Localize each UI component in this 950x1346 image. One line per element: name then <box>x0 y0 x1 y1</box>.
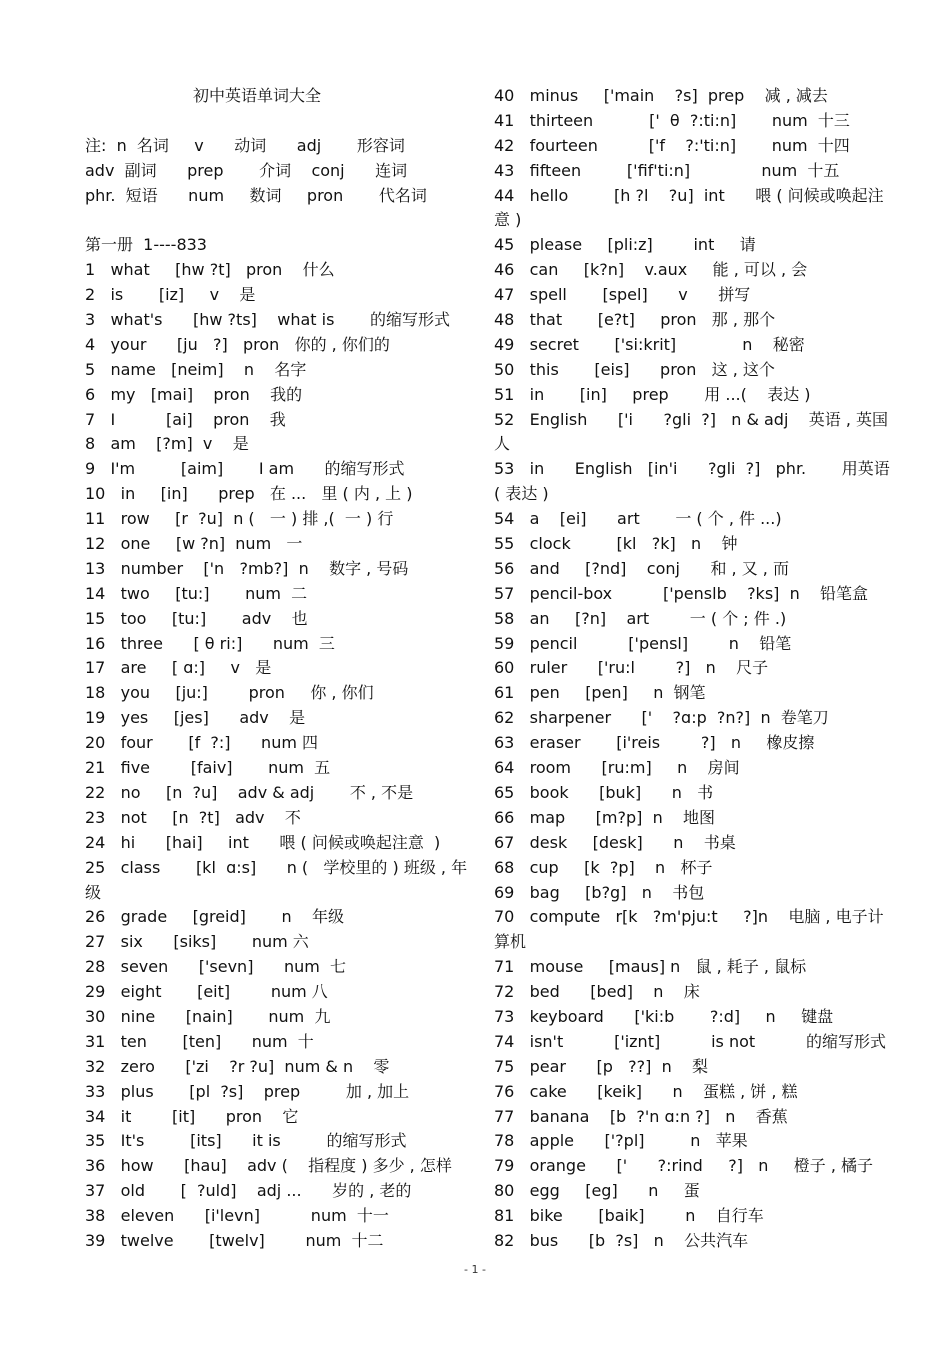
vocab-entry-line: 4 your [ju ?] pron 你的 , 你们的 <box>85 334 390 354</box>
vocab-entry-line: 3 what's [hw ?ts] what is 的缩写形式 <box>85 310 451 330</box>
legend-line: adv 副词 prep 介词 conj 连词 <box>85 160 408 180</box>
vocab-entry-line: 17 are [ ɑ:] v 是 <box>85 658 272 678</box>
vocab-entry-line: 55 clock [kl ?k] n 钟 <box>494 534 738 554</box>
vocab-entry-line: 5 name [neim] n 名字 <box>85 359 307 379</box>
vocab-entry-line: 15 too [tu:] adv 也 <box>85 608 308 628</box>
document-title: 初中英语单词大全 <box>193 86 322 105</box>
vocab-entry-line: 38 eleven [i'levn] num 十一 <box>85 1206 389 1226</box>
vocab-entry-line: 11 row [r ?u] n ( 一 ) 排 ,( 一 ) 行 <box>85 509 394 529</box>
vocab-entry-line: 63 eraser [i'reis ?] n 橡皮擦 <box>494 733 815 753</box>
vocab-entry-line: 54 a [ei] art 一 ( 个 , 件 ...) <box>494 509 782 529</box>
vocab-entry-line: 45 please [pli:z] int 请 <box>494 235 756 255</box>
vocab-entry-line: 27 six [siks] num 六 <box>85 932 309 952</box>
vocab-entry-line: 10 in [in] prep 在 ... 里 ( 内 , 上 ) <box>85 484 413 504</box>
vocab-entry-line: 65 book [buk] n 书 <box>494 782 714 802</box>
vocab-entry-line: 79 orange [' ?:rind ?] n 橙子 , 橘子 <box>494 1156 874 1176</box>
page-number: - 1 - <box>464 1263 486 1276</box>
vocab-entry-line: 53 in English [in'i ?gli ?] phr. 用英语 <box>494 459 890 479</box>
vocab-entry-line: 40 minus ['main ?s] prep 减 , 减去 <box>494 86 828 105</box>
vocab-entry-line: 1 what [hw ?t] pron 什么 <box>85 260 335 280</box>
vocab-entry-line: 人 <box>494 434 511 454</box>
vocab-entry-line: 34 it [it] pron 它 <box>85 1106 299 1126</box>
vocab-entry-line: 70 compute r[k ?m'pju:t ?]n 电脑 , 电子计 <box>494 907 884 927</box>
left-vocabulary-list <box>85 258 468 1254</box>
vocab-entry-line: 44 hello [h ?l ?u] int 喂 ( 问候或唤起注 <box>494 185 884 205</box>
vocab-entry-line: 20 four [f ?:] num 四 <box>85 733 319 753</box>
vocab-entry-line: 80 egg [eg] n 蛋 <box>494 1181 700 1201</box>
vocab-entry-line: 33 plus [pl ?s] prep 加 , 加上 <box>85 1081 410 1101</box>
vocab-entry-line: 36 how [hau] adv ( 指程度 ) 多少 , 怎样 <box>85 1156 452 1176</box>
vocab-entry-line: 32 zero ['zi ?r ?u] num & n 零 <box>85 1056 390 1076</box>
vocab-entry-line: 62 sharpener [' ?ɑ:p ?n?] n 卷笔刀 <box>494 708 829 728</box>
vocab-entry-line: 68 cup [k ?p] n 杯子 <box>494 857 713 877</box>
vocab-entry-line: 39 twelve [twelv] num 十二 <box>85 1230 384 1250</box>
vocab-entry-line: 意 ) <box>494 210 522 230</box>
vocab-entry-line: 16 three [ θ ri:] num 三 <box>85 633 335 653</box>
vocab-entry-line: 26 grade [greid] n 年级 <box>85 907 344 927</box>
vocab-entry-line: 23 not [n ?t] adv 不 <box>85 807 301 827</box>
vocab-entry-line: 46 can [k?n] v.aux 能 , 可以 , 会 <box>494 260 808 280</box>
vocab-entry-line: 18 you [ju:] pron 你 , 你们 <box>85 683 374 703</box>
vocab-entry-line: 算机 <box>494 932 527 952</box>
vocab-entry-line: 49 secret ['si:krit] n 秘密 <box>494 334 805 354</box>
vocab-entry-line: 30 nine [nain] num 九 <box>85 1006 331 1026</box>
vocab-entry-line: 75 pear [p ??] n 梨 <box>494 1056 709 1076</box>
vocab-entry-line: 24 hi [hai] int 喂 ( 问候或唤起注意 ) <box>85 832 441 852</box>
vocab-entry-line: 22 no [n ?u] adv & adj 不 , 不是 <box>85 782 414 802</box>
vocab-entry-line: 48 that [e?t] pron 那 , 那个 <box>494 310 776 330</box>
vocab-entry-line: 19 yes [jes] adv 是 <box>85 708 306 728</box>
vocab-entry-line: ( 表达 ) <box>494 484 549 504</box>
vocab-entry-line: 73 keyboard ['ki:b ?:d] n 键盘 <box>494 1006 834 1026</box>
vocab-entry-line: 71 mouse [maus] n 鼠 , 耗子 , 鼠标 <box>494 957 807 977</box>
vocab-entry-line: 31 ten [ten] num 十 <box>85 1031 314 1051</box>
vocab-entry-line: 67 desk [desk] n 书桌 <box>494 832 736 852</box>
vocab-entry-line: 37 old [ ?uld] adj ... 岁的 , 老的 <box>85 1181 412 1201</box>
vocab-entry-line: 级 <box>85 882 102 902</box>
vocab-entry-line: 61 pen [pen] n 钢笔 <box>494 683 706 703</box>
blank-line <box>85 208 465 233</box>
vocab-entry-line: 81 bike [baik] n 自行车 <box>494 1206 764 1226</box>
vocab-entry-line: 14 two [tu:] num 二 <box>85 583 308 603</box>
vocab-entry-line: 59 pencil ['pensl] n 铅笔 <box>494 633 792 653</box>
left-column <box>85 84 468 1254</box>
vocab-entry-line: 69 bag [b?g] n 书包 <box>494 882 705 902</box>
vocab-entry-line: 66 map [m?p] n 地图 <box>494 807 716 827</box>
vocab-entry-line: 9 I'm [aim] I am 的缩写形式 <box>85 459 405 479</box>
vocab-entry-line: 7 I [ai] pron 我 <box>85 409 286 429</box>
right-vocabulary-list <box>494 84 890 1254</box>
legend-line: 注: n 名词 v 动词 adj 形容词 <box>85 135 405 155</box>
vocab-entry-line: 52 English ['i ?gli ?] n & adj 英语 , 英国 <box>494 409 889 429</box>
vocab-entry-line: 60 ruler ['ru:l ?] n 尺子 <box>494 658 769 678</box>
vocab-entry-line: 6 my [mai] pron 我的 <box>85 384 303 404</box>
vocab-entry-line: 74 isn't ['iznt] is not 的缩写形式 <box>494 1031 887 1051</box>
legend-line: phr. 短语 num 数词 pron 代名词 <box>85 185 427 205</box>
vocab-entry-line: 28 seven ['sevn] num 七 <box>85 957 346 977</box>
vocab-entry-line: 78 apple ['?pl] n 苹果 <box>494 1131 748 1151</box>
vocab-entry-line: 29 eight [eit] num 八 <box>85 982 328 1002</box>
vocab-entry-line: 25 class [kl ɑ:s] n ( 学校里的 ) 班级 , 年 <box>85 857 468 877</box>
section-heading: 第一册 1----833 <box>85 235 207 255</box>
vocab-entry-line: 56 and [?nd] conj 和 , 又 , 而 <box>494 558 789 578</box>
vocab-entry-line: 51 in [in] prep 用 ...( 表达 ) <box>494 384 811 404</box>
vocab-entry-line: 57 pencil-box ['penslb ?ks] n 铅笔盒 <box>494 583 869 603</box>
vocab-entry-line: 72 bed [bed] n 床 <box>494 982 700 1002</box>
blank-line <box>85 109 465 134</box>
vocab-entry-line: 50 this [eis] pron 这 , 这个 <box>494 359 775 379</box>
vocab-entry-line: 82 bus [b ?s] n 公共汽车 <box>494 1230 749 1250</box>
vocab-entry-line: 58 an [?n] art 一 ( 个 ; 件 .) <box>494 608 787 628</box>
vocab-entry-line: 77 banana [b ?'n ɑ:n ?] n 香蕉 <box>494 1106 788 1126</box>
abbreviation-legend <box>85 134 465 209</box>
vocab-entry-line: 64 room [ru:m] n 房间 <box>494 758 740 778</box>
vocab-entry-line: 76 cake [keik] n 蛋糕 , 饼 , 糕 <box>494 1081 798 1101</box>
vocab-entry-line: 21 five [faiv] num 五 <box>85 758 331 778</box>
vocab-entry-line: 13 number ['n ?mb?] n 数字 , 号码 <box>85 558 409 578</box>
vocab-entry-line: 35 It's [its] it is 的缩写形式 <box>85 1131 407 1151</box>
vocab-entry-line: 2 is [iz] v 是 <box>85 285 256 305</box>
vocab-entry-line: 42 fourteen ['f ?:'ti:n] num 十四 <box>494 135 850 155</box>
vocab-entry-line: 43 fifteen ['fif'ti:n] num 十五 <box>494 160 840 180</box>
vocab-entry-line: 47 spell [spel] v 拼写 <box>494 285 751 305</box>
vocab-entry-line: 12 one [w ?n] num 一 <box>85 534 303 554</box>
right-column <box>494 84 890 1254</box>
vocab-entry-line: 8 am [?m] v 是 <box>85 434 249 454</box>
vocab-entry-line: 41 thirteen [' θ ?:ti:n] num 十三 <box>494 110 850 130</box>
